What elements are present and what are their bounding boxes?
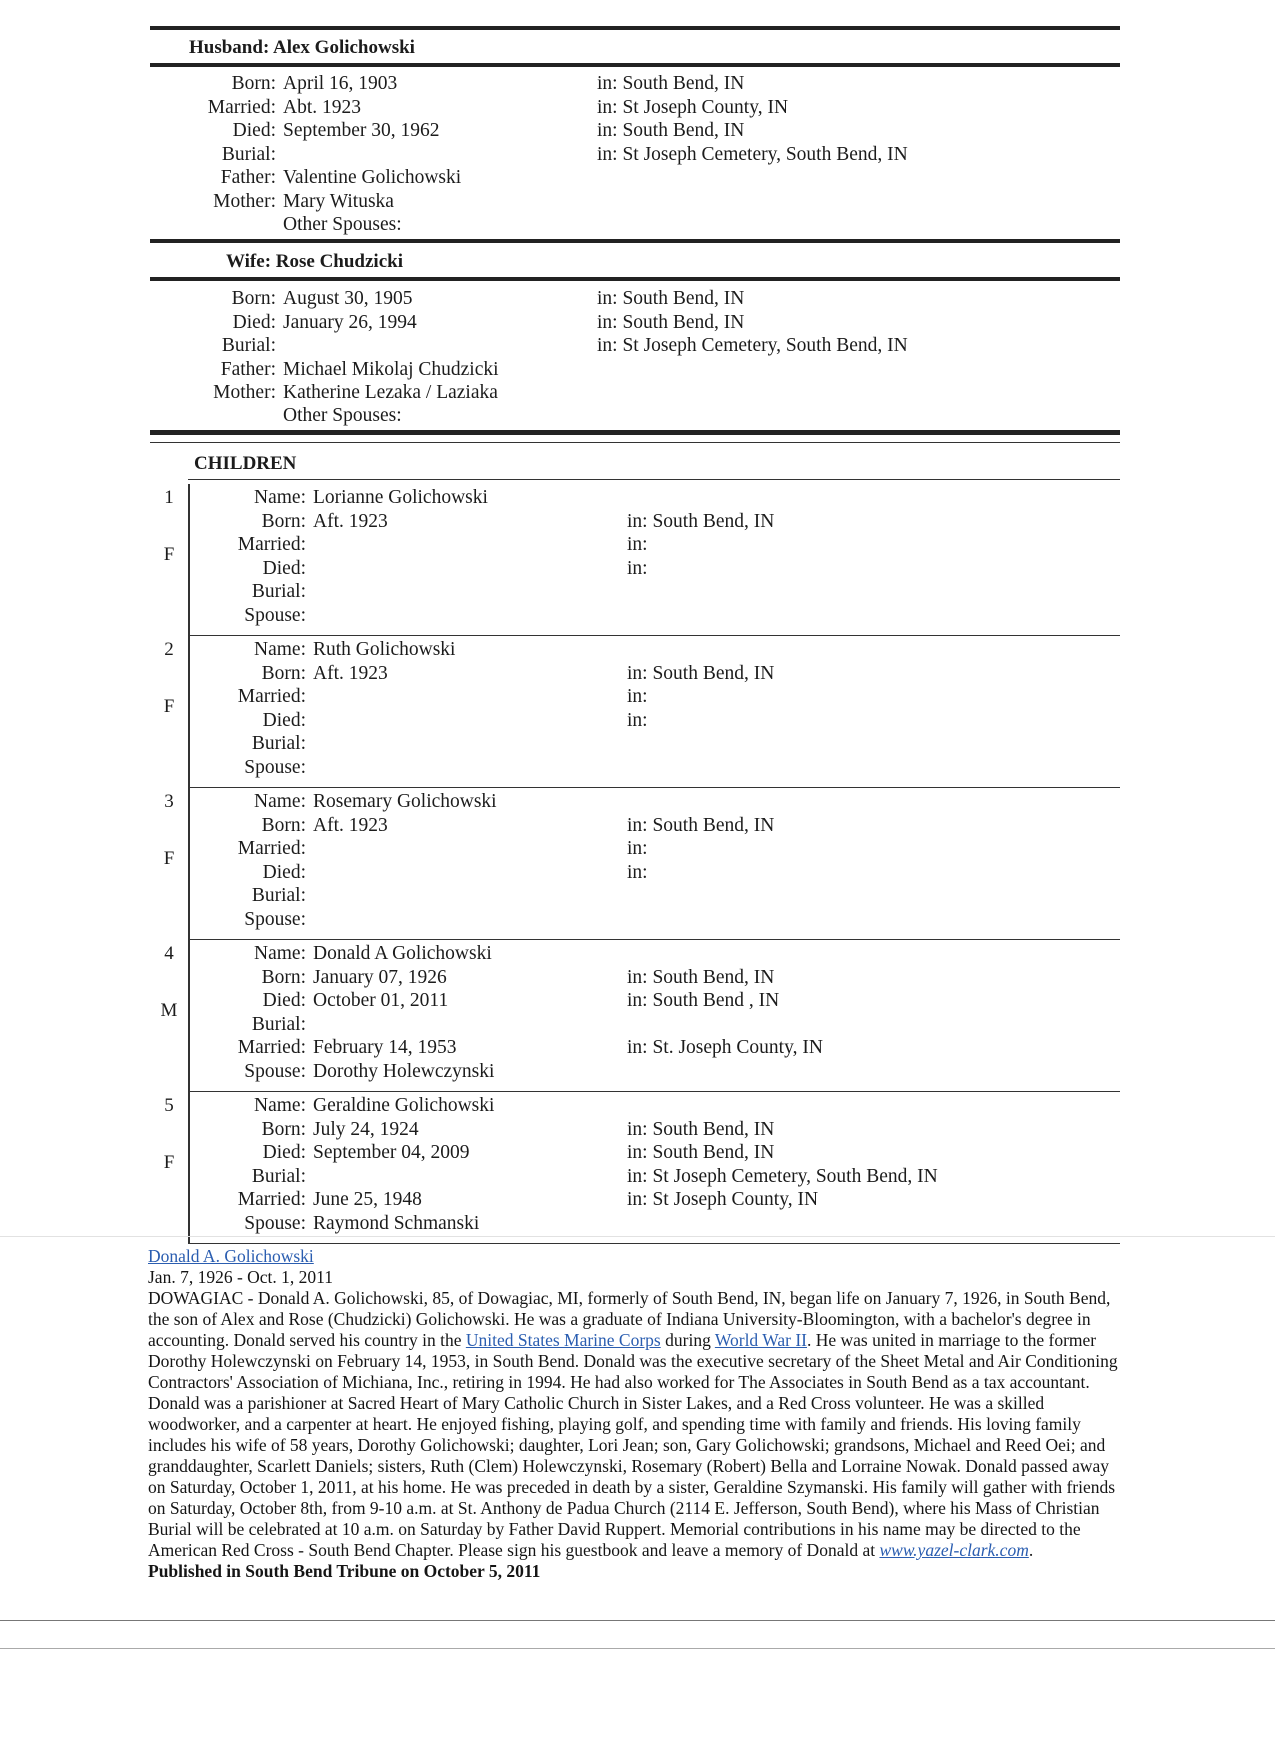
wife-other-spouses [283,404,402,428]
top-rule [150,26,1120,30]
field-value: January 07, 1926 [313,966,447,988]
field-place: in: [627,686,648,708]
husband-rule [150,63,1120,67]
marine-corps-link[interactable]: United States Marine Corps [465,1330,661,1350]
husband-label: Husband: [189,37,270,58]
field-value: Michael Mikolaj Chudzicki [283,358,499,380]
children-header-rule [188,479,1120,480]
child-number: 2 [164,639,174,660]
obituary-text [148,1288,1123,1561]
field-label: Name: [254,639,306,660]
children-top-rule [150,430,1120,435]
field-value: Geraldine Golichowski [313,1095,495,1116]
field-value: Raymond Schmanski [313,1213,480,1234]
field-value: January 26, 1994 [283,311,417,333]
field-label: Mother: [213,190,276,212]
field-label: Spouse: [244,757,306,778]
field-label: Spouse: [244,1213,306,1234]
field-label: Died: [262,1142,306,1164]
field-label: Father: [220,358,276,380]
guestbook-site-link[interactable]: www.yazel-clark.com [879,1540,1029,1560]
field-value: Aft. 1923 [313,814,388,836]
field-label: Burial: [251,885,306,907]
obituary-text-part: DOWAGIAC - Donald A. Golichowski, 85, of Dowagiac, MI, formerly of South Bend, IN, began life on January 7, 1926, in South Bend, the son of Alex and Rose (Chudzicki) Golichowski. He was a graduate of Indiana University-Bloomington, with a bachelor's degree in accounting. Donald served his country in the [148,1288,1111,1350]
husband-name: Alex Golichowski [272,37,415,58]
husband-header [189,37,415,59]
obituary-bottom-rule [0,1620,1275,1621]
field-label: Died: [262,557,306,579]
field-place: in: South Bend, IN [627,1142,775,1164]
obituary-name-link[interactable]: Donald A. Golichowski [148,1246,314,1266]
field-place: in: South Bend, IN [597,73,745,94]
children-top-rule-thin [150,442,1120,443]
field-place: in: St Joseph County, IN [597,96,789,118]
obituary-dates: Jan. 7, 1926 - Oct. 1, 2011 [148,1267,334,1287]
field-label: Married: [237,1189,306,1211]
field-value: July 24, 1924 [313,1118,419,1140]
field-label: Born: [231,288,276,309]
field-place: in: South Bend, IN [627,1118,775,1140]
field-label: Mother: [213,382,276,403]
field-place: in: South Bend, IN [627,966,775,988]
field-label: Born: [231,73,276,94]
world-war-ii-link[interactable]: World War II [714,1330,807,1350]
field-label: Born: [261,966,306,988]
husband-other-spouses [283,213,402,237]
other-spouses-label: Other Spouses: [283,214,402,235]
wife-rule [150,277,1120,281]
field-place: in: South Bend , IN [627,990,780,1012]
child-sex: F [163,848,175,869]
field-label: Married: [237,534,306,556]
page-bottom-rule [0,1648,1275,1649]
child-sex: M [160,1000,178,1021]
field-label: Spouse: [244,605,306,626]
field-place: in: South Bend, IN [597,311,745,333]
field-label: Burial: [251,733,306,755]
field-value: October 01, 2011 [313,990,449,1012]
field-label: Died: [232,120,276,141]
children-header: CHILDREN [194,453,297,474]
field-value: September 04, 2009 [313,1142,470,1164]
obituary-top-edge [0,1236,1275,1237]
field-label: Name: [254,943,306,964]
field-label: Died: [262,709,306,731]
field-value: Valentine Golichowski [283,167,462,188]
field-place: in: [627,557,648,579]
field-label: Spouse: [244,909,306,930]
field-label: Burial: [251,1165,306,1187]
child-record [150,940,1120,1092]
child-separator [188,1243,1120,1244]
field-label: Name: [254,1095,306,1116]
field-label: Burial: [251,581,306,603]
field-label: Name: [254,791,306,812]
wife-label: Wife: [226,251,272,272]
field-place: in: St Joseph Cemetery, South Bend, IN [597,143,908,165]
child-number: 4 [164,943,174,964]
child-sex: F [163,696,175,717]
field-value: Abt. 1923 [283,96,361,118]
obituary [148,1246,1123,1582]
field-value: Mary Wituska [283,190,394,212]
field-place: in: [627,709,648,731]
field-label: Burial: [221,143,276,165]
field-label: Married: [237,838,306,860]
field-place: in: [627,838,648,860]
field-label: Married: [237,686,306,708]
field-value: August 30, 1905 [283,288,413,309]
field-value: Ruth Golichowski [313,639,456,660]
field-value: Dorothy Holewczynski [313,1061,495,1082]
field-place: in: South Bend, IN [627,510,775,532]
wife-header [226,251,403,273]
child-record [150,1092,1120,1244]
child-record [150,788,1120,940]
field-value: Rosemary Golichowski [313,791,497,812]
field-value: September 30, 1962 [283,120,440,141]
field-label: Born: [261,1118,306,1140]
field-label: Died: [262,990,306,1012]
child-number: 5 [164,1095,174,1116]
obituary-text-part: during [660,1330,715,1350]
field-label: Father: [220,167,276,188]
field-value: Donald A Golichowski [313,943,492,964]
field-label: Died: [262,861,306,883]
field-value: February 14, 1953 [313,1037,457,1059]
field-place: in: South Bend, IN [597,288,745,309]
field-place: in: [627,534,648,556]
field-label: Spouse: [244,1061,306,1082]
field-label: Burial: [251,1013,306,1035]
child-number: 3 [164,791,174,812]
field-place: in: St Joseph Cemetery, South Bend, IN [597,335,908,356]
field-label: Born: [261,814,306,836]
child-sex: F [163,544,175,565]
field-label: Born: [261,510,306,532]
field-place: in: South Bend, IN [597,120,745,141]
field-place: in: St Joseph Cemetery, South Bend, IN [627,1165,938,1187]
wife-top-rule [150,239,1120,243]
field-place: in: South Bend, IN [627,814,775,836]
child-record [150,484,1120,636]
field-value: Lorianne Golichowski [313,487,488,508]
field-place: in: St Joseph County, IN [627,1189,819,1211]
field-value: June 25, 1948 [313,1189,422,1211]
field-label: Burial: [221,335,276,356]
field-place: in: St. Joseph County, IN [627,1037,823,1059]
field-label: Died: [232,311,276,333]
field-label: Born: [261,662,306,684]
field-value: Aft. 1923 [313,510,388,532]
other-spouses-label: Other Spouses: [283,405,402,426]
obituary-text-part: . He was united in marriage to the former Dorothy Holewczynski on February 14, 1953, in South Bend. Donald was the executive secretary of the Sheet Metal and Air Conditioning Contractors' Association of Michiana, Inc., retiring in 1994. He had also worked for The Associates in South Bend as a tax accountant. Donald was a parishioner at Sacred Heart of Mary Catholic Church in Sister Lakes, and a Red Cross volunteer. He was a skilled woodworker, and a carpenter at heart. He enjoyed fishing, playing golf, and spending time with family and friends. His loving family includes his wife of 58 years, Dorothy Golichowski; daughter, Lori Jean; son, Gary Golichowski; grandsons, Michael and Reed Oei; and granddaughter, Scarlett Daniels; sisters, Ruth (Clem) Holewczynski, Rosemary (Robert) Bella and Lorraine Nowak. Donald passed away on Saturday, October 1, 2011, at his home. He was preceded in death by a sister, Geraldine Szymanski. His family will gather with friends on Saturday, October 8th, from 9-10 a.m. at St. Anthony de Padua Church (2114 E. Jefferson, South Bend), where his Mass of Christian Burial will be celebrated at 10 a.m. on Saturday by Father David Ruppert. Memorial contributions in his name may be directed to the American Red Cross - South Bend Chapter. Please sign his guestbook and leave a memory of Donald at [148,1330,1118,1560]
published-line: Published in South Bend Tribune on October 5, 2011 [148,1561,541,1581]
wife-name: Rose Chudzicki [275,251,403,272]
field-label: Married: [207,96,276,118]
field-value: April 16, 1903 [283,73,398,94]
field-place: in: South Bend, IN [627,662,775,684]
field-value: Aft. 1923 [313,662,388,684]
field-place: in: [627,861,648,883]
child-number: 1 [164,487,174,508]
field-label: Married: [237,1037,306,1059]
child-record [150,636,1120,788]
obituary-text-part: . [1028,1540,1034,1560]
child-sex: F [163,1152,175,1173]
field-label: Name: [254,487,306,508]
field-value: Katherine Lezaka / Laziaka [283,382,498,403]
